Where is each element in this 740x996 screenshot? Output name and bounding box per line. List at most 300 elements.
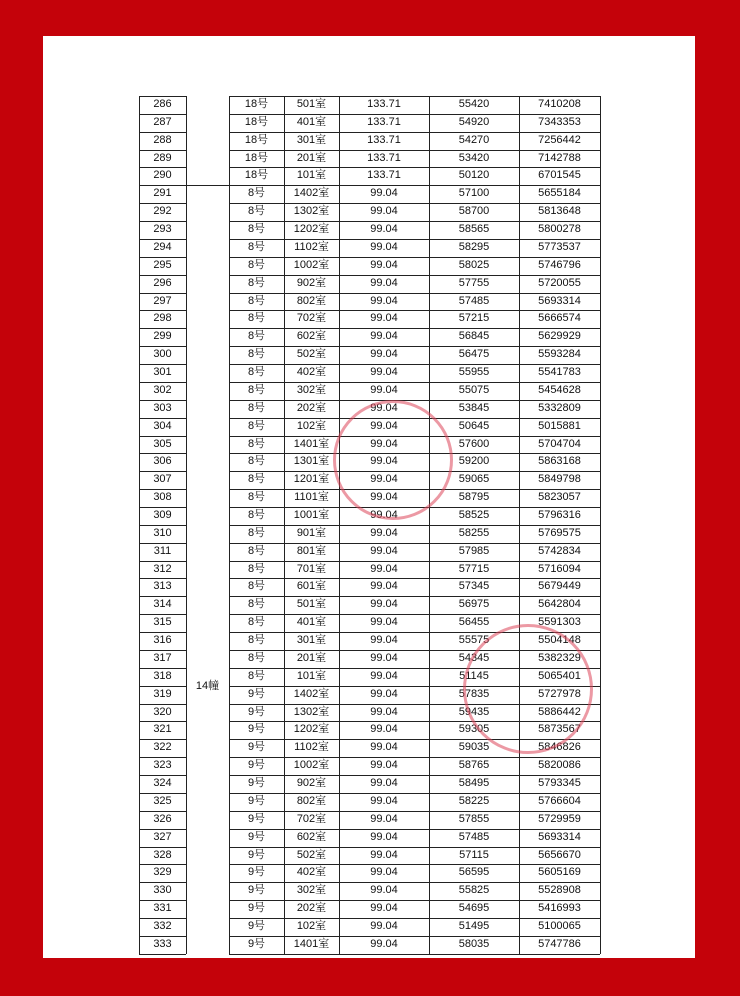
total-price: 5863168 bbox=[538, 455, 581, 468]
building-label: 14幢 bbox=[195, 679, 220, 692]
price-table bbox=[139, 96, 600, 954]
unit-price: 55075 bbox=[458, 383, 490, 396]
row-index: 296 bbox=[153, 276, 172, 289]
row-index: 293 bbox=[153, 223, 172, 236]
official-seal-stamp bbox=[333, 400, 453, 520]
unit-no: 8号 bbox=[247, 437, 266, 450]
unit-no: 8号 bbox=[247, 383, 266, 396]
grid-line bbox=[139, 775, 186, 776]
row-index: 328 bbox=[153, 848, 172, 861]
table-row bbox=[139, 829, 600, 847]
area: 99.04 bbox=[370, 812, 398, 825]
grid-line bbox=[139, 757, 186, 758]
unit-price: 57485 bbox=[458, 294, 490, 307]
row-index: 301 bbox=[153, 366, 172, 379]
unit-price: 58025 bbox=[458, 258, 490, 271]
unit-price: 57485 bbox=[458, 830, 490, 843]
unit-no: 8号 bbox=[247, 330, 266, 343]
area: 99.04 bbox=[370, 544, 398, 557]
total-price: 5820086 bbox=[538, 759, 581, 772]
row-index: 322 bbox=[153, 741, 172, 754]
area: 99.04 bbox=[370, 276, 398, 289]
row-index: 312 bbox=[153, 562, 172, 575]
total-price: 5846826 bbox=[538, 741, 581, 754]
unit-no: 9号 bbox=[247, 902, 266, 915]
unit-no: 8号 bbox=[247, 526, 266, 539]
total-price: 5800278 bbox=[538, 223, 581, 236]
table-row bbox=[139, 96, 600, 114]
room-no: 702室 bbox=[296, 812, 327, 825]
unit-price: 57985 bbox=[458, 544, 490, 557]
area: 133.71 bbox=[367, 169, 401, 182]
unit-price: 57835 bbox=[458, 687, 490, 700]
unit-price: 57855 bbox=[458, 812, 490, 825]
table-row bbox=[139, 543, 600, 561]
row-index: 323 bbox=[153, 759, 172, 772]
unit-no: 8号 bbox=[247, 312, 266, 325]
total-price: 5454628 bbox=[538, 383, 581, 396]
unit-price: 57715 bbox=[458, 562, 490, 575]
row-index: 287 bbox=[153, 115, 172, 128]
grid-line bbox=[139, 418, 186, 419]
room-no: 1302室 bbox=[293, 205, 330, 218]
unit-no: 8号 bbox=[247, 366, 266, 379]
grid-line bbox=[139, 954, 186, 955]
total-price: 5720055 bbox=[538, 276, 581, 289]
total-price: 5729959 bbox=[538, 812, 581, 825]
grid-line bbox=[139, 900, 186, 901]
table-row bbox=[139, 382, 600, 400]
area: 99.04 bbox=[370, 526, 398, 539]
row-index: 302 bbox=[153, 383, 172, 396]
grid-line bbox=[139, 114, 186, 115]
unit-price: 58795 bbox=[458, 491, 490, 504]
area: 99.04 bbox=[370, 777, 398, 790]
room-no: 601室 bbox=[296, 580, 327, 593]
unit-no: 8号 bbox=[247, 205, 266, 218]
unit-price: 58225 bbox=[458, 794, 490, 807]
table-row bbox=[139, 346, 600, 364]
row-index: 286 bbox=[153, 98, 172, 110]
room-no: 801室 bbox=[296, 544, 327, 557]
table-row bbox=[139, 150, 600, 168]
row-index: 290 bbox=[153, 169, 172, 182]
grid-line bbox=[519, 96, 520, 954]
area: 99.04 bbox=[370, 294, 398, 307]
row-index: 305 bbox=[153, 437, 172, 450]
grid-line bbox=[139, 668, 186, 669]
grid-line bbox=[139, 275, 186, 276]
room-no: 902室 bbox=[296, 777, 327, 790]
row-index: 324 bbox=[153, 777, 172, 790]
row-index: 299 bbox=[153, 330, 172, 343]
grid-line bbox=[139, 453, 186, 454]
room-no: 901室 bbox=[296, 526, 327, 539]
row-index: 320 bbox=[153, 705, 172, 718]
grid-line bbox=[139, 578, 186, 579]
unit-no: 8号 bbox=[247, 651, 266, 664]
grid-line bbox=[139, 96, 186, 97]
area: 99.04 bbox=[370, 848, 398, 861]
total-price: 5769575 bbox=[538, 526, 581, 539]
row-index: 309 bbox=[153, 509, 172, 521]
table-row bbox=[139, 364, 600, 382]
unit-price: 51495 bbox=[458, 920, 490, 933]
total-price: 5796316 bbox=[538, 509, 581, 521]
unit-no: 8号 bbox=[247, 258, 266, 271]
unit-no: 8号 bbox=[247, 562, 266, 575]
unit-no: 8号 bbox=[247, 580, 266, 593]
total-price: 5886442 bbox=[538, 705, 581, 718]
table-row bbox=[139, 757, 600, 775]
row-index: 291 bbox=[153, 187, 172, 200]
unit-price: 59305 bbox=[458, 723, 490, 736]
grid-line bbox=[139, 864, 186, 865]
area: 99.04 bbox=[370, 669, 398, 682]
unit-price: 58525 bbox=[458, 509, 490, 521]
document-page bbox=[43, 36, 695, 958]
total-price: 5742834 bbox=[538, 544, 581, 557]
grid-line bbox=[139, 346, 186, 347]
grid-line bbox=[139, 185, 186, 186]
table-row bbox=[139, 525, 600, 543]
unit-price: 59035 bbox=[458, 741, 490, 754]
room-no: 102室 bbox=[296, 920, 327, 933]
grid-line bbox=[139, 936, 186, 937]
total-price: 5693314 bbox=[538, 294, 581, 307]
area: 99.04 bbox=[370, 366, 398, 379]
grid-line bbox=[139, 704, 186, 705]
unit-no: 9号 bbox=[247, 794, 266, 807]
grid-line bbox=[139, 847, 186, 848]
room-no: 501室 bbox=[296, 598, 327, 611]
unit-price: 54345 bbox=[458, 651, 490, 664]
total-price: 5747786 bbox=[538, 937, 581, 950]
unit-no: 18号 bbox=[244, 133, 269, 146]
unit-no: 8号 bbox=[247, 509, 266, 521]
table-row bbox=[139, 864, 600, 882]
total-price: 5746796 bbox=[538, 258, 581, 271]
grid-line bbox=[229, 96, 230, 954]
unit-price: 56595 bbox=[458, 866, 490, 879]
table-row bbox=[139, 900, 600, 918]
room-no: 101室 bbox=[296, 669, 327, 682]
unit-no: 8号 bbox=[247, 187, 266, 200]
room-no: 1202室 bbox=[293, 223, 330, 236]
grid-line bbox=[139, 293, 186, 294]
area: 99.04 bbox=[370, 687, 398, 700]
unit-no: 8号 bbox=[247, 598, 266, 611]
area: 99.04 bbox=[370, 205, 398, 218]
room-no: 501室 bbox=[296, 98, 327, 110]
grid-line bbox=[139, 221, 186, 222]
grid-line bbox=[139, 310, 186, 311]
room-no: 1302室 bbox=[293, 705, 330, 718]
row-index: 314 bbox=[153, 598, 172, 611]
total-price: 5629929 bbox=[538, 330, 581, 343]
unit-price: 58295 bbox=[458, 240, 490, 253]
unit-price: 53845 bbox=[458, 401, 490, 414]
total-price: 5823057 bbox=[538, 491, 581, 504]
area: 99.04 bbox=[370, 759, 398, 772]
grid-line bbox=[139, 525, 186, 526]
table-row bbox=[139, 328, 600, 346]
row-index: 297 bbox=[153, 294, 172, 307]
area: 99.04 bbox=[370, 705, 398, 718]
room-no: 101室 bbox=[296, 169, 327, 182]
table-row bbox=[139, 793, 600, 811]
grid-line bbox=[139, 918, 186, 919]
total-price: 6701545 bbox=[538, 169, 581, 182]
unit-no: 8号 bbox=[247, 616, 266, 629]
grid-line bbox=[139, 596, 186, 597]
row-index: 333 bbox=[153, 937, 172, 950]
room-no: 1101室 bbox=[294, 491, 329, 504]
room-no: 1002室 bbox=[293, 258, 330, 271]
area: 99.04 bbox=[370, 651, 398, 664]
row-index: 329 bbox=[153, 866, 172, 879]
row-index: 321 bbox=[153, 723, 172, 736]
unit-no: 9号 bbox=[247, 884, 266, 897]
grid-line bbox=[139, 328, 186, 329]
grid-line bbox=[139, 543, 186, 544]
total-price: 5773537 bbox=[538, 240, 581, 253]
grid-line bbox=[139, 436, 186, 437]
room-no: 1102室 bbox=[294, 741, 329, 754]
area: 99.04 bbox=[370, 866, 398, 879]
total-price: 5605169 bbox=[538, 866, 581, 879]
room-no: 1001室 bbox=[293, 509, 330, 521]
row-index: 295 bbox=[153, 258, 172, 271]
table-row bbox=[139, 275, 600, 293]
area: 99.04 bbox=[370, 920, 398, 933]
grid-line bbox=[139, 150, 186, 151]
unit-price: 59065 bbox=[458, 473, 490, 486]
total-price: 5727978 bbox=[538, 687, 581, 700]
unit-no: 9号 bbox=[247, 705, 266, 718]
area: 99.04 bbox=[370, 509, 398, 521]
grid-line bbox=[186, 96, 187, 954]
room-no: 402室 bbox=[296, 366, 327, 379]
area: 99.04 bbox=[370, 223, 398, 236]
room-no: 802室 bbox=[296, 294, 327, 307]
area: 99.04 bbox=[370, 598, 398, 611]
area: 99.04 bbox=[370, 562, 398, 575]
grid-line bbox=[600, 96, 601, 954]
unit-no: 8号 bbox=[247, 294, 266, 307]
room-no: 201室 bbox=[296, 151, 327, 164]
unit-no: 8号 bbox=[247, 401, 266, 414]
area: 99.04 bbox=[370, 723, 398, 736]
room-no: 602室 bbox=[296, 330, 327, 343]
unit-no: 8号 bbox=[247, 276, 266, 289]
room-no: 302室 bbox=[296, 884, 327, 897]
area: 99.04 bbox=[370, 830, 398, 843]
grid-line bbox=[139, 632, 186, 633]
row-index: 310 bbox=[153, 526, 172, 539]
total-price: 5065401 bbox=[538, 669, 581, 682]
total-price: 5793345 bbox=[538, 777, 581, 790]
area: 99.04 bbox=[370, 187, 398, 200]
company-seal-stamp bbox=[463, 624, 593, 754]
row-index: 304 bbox=[153, 419, 172, 432]
area: 99.04 bbox=[370, 616, 398, 629]
unit-price: 56475 bbox=[458, 348, 490, 361]
unit-no: 9号 bbox=[247, 830, 266, 843]
total-price: 5766604 bbox=[538, 794, 581, 807]
area: 99.04 bbox=[370, 258, 398, 271]
unit-price: 56975 bbox=[458, 598, 490, 611]
table-row bbox=[139, 293, 600, 311]
grid-line bbox=[139, 132, 186, 133]
grid-line bbox=[139, 400, 186, 401]
table-row bbox=[139, 239, 600, 257]
area: 99.04 bbox=[370, 455, 398, 468]
unit-price: 56845 bbox=[458, 330, 490, 343]
area: 99.04 bbox=[370, 348, 398, 361]
unit-price: 57215 bbox=[458, 312, 490, 325]
room-no: 1402室 bbox=[293, 187, 330, 200]
area: 99.04 bbox=[370, 884, 398, 897]
total-price: 5716094 bbox=[538, 562, 581, 575]
unit-price: 58255 bbox=[458, 526, 490, 539]
total-price: 5504148 bbox=[538, 634, 581, 647]
grid-line bbox=[139, 882, 186, 883]
room-no: 1401室 bbox=[293, 437, 330, 450]
area: 99.04 bbox=[370, 491, 398, 504]
total-price: 5666574 bbox=[538, 312, 581, 325]
unit-no: 8号 bbox=[247, 544, 266, 557]
unit-price: 54695 bbox=[458, 902, 490, 915]
area: 133.71 bbox=[367, 133, 401, 146]
unit-price: 58765 bbox=[458, 759, 490, 772]
grid-line bbox=[139, 471, 186, 472]
total-price: 5416993 bbox=[538, 902, 581, 915]
grid-line bbox=[284, 96, 285, 954]
row-index: 315 bbox=[153, 616, 172, 629]
row-index: 316 bbox=[153, 634, 172, 647]
room-no: 301室 bbox=[296, 133, 327, 146]
grid-line bbox=[139, 721, 186, 722]
row-index: 311 bbox=[153, 544, 172, 557]
grid-line bbox=[139, 239, 186, 240]
grid-line bbox=[139, 257, 186, 258]
row-index: 294 bbox=[153, 240, 172, 253]
room-no: 401室 bbox=[296, 616, 327, 629]
grid-line bbox=[139, 614, 186, 615]
room-no: 202室 bbox=[296, 902, 327, 915]
row-index: 300 bbox=[153, 348, 172, 361]
unit-no: 18号 bbox=[244, 151, 269, 164]
area: 99.04 bbox=[370, 794, 398, 807]
grid-line bbox=[139, 489, 186, 490]
total-price: 5849798 bbox=[538, 473, 581, 486]
unit-price: 50120 bbox=[458, 169, 490, 182]
room-no: 1002室 bbox=[293, 759, 330, 772]
unit-price: 55825 bbox=[458, 884, 490, 897]
area: 99.04 bbox=[370, 419, 398, 432]
room-no: 902室 bbox=[296, 276, 327, 289]
grid-line bbox=[186, 185, 229, 186]
unit-price: 54270 bbox=[458, 133, 490, 146]
area: 99.04 bbox=[370, 240, 398, 253]
area: 133.71 bbox=[367, 151, 401, 164]
unit-no: 8号 bbox=[247, 669, 266, 682]
unit-no: 8号 bbox=[247, 419, 266, 432]
room-no: 301室 bbox=[296, 634, 327, 647]
row-index: 308 bbox=[153, 491, 172, 504]
unit-no: 9号 bbox=[247, 777, 266, 790]
row-index: 306 bbox=[153, 455, 172, 468]
area: 99.04 bbox=[370, 634, 398, 647]
room-no: 201室 bbox=[296, 651, 327, 664]
table-row bbox=[139, 561, 600, 579]
unit-price: 57600 bbox=[458, 437, 490, 450]
row-index: 332 bbox=[153, 920, 172, 933]
grid-line bbox=[139, 507, 186, 508]
unit-no: 9号 bbox=[247, 937, 266, 950]
area: 99.04 bbox=[370, 312, 398, 325]
grid-line bbox=[139, 561, 186, 562]
unit-price: 55420 bbox=[458, 98, 490, 110]
unit-no: 8号 bbox=[247, 473, 266, 486]
room-no: 602室 bbox=[296, 830, 327, 843]
room-no: 802室 bbox=[296, 794, 327, 807]
unit-no: 9号 bbox=[247, 812, 266, 825]
total-price: 5100065 bbox=[538, 920, 581, 933]
room-no: 1201室 bbox=[293, 473, 330, 486]
room-no: 702室 bbox=[296, 312, 327, 325]
room-no: 502室 bbox=[296, 848, 327, 861]
area: 99.04 bbox=[370, 902, 398, 915]
room-no: 202室 bbox=[296, 401, 327, 414]
area: 99.04 bbox=[370, 437, 398, 450]
unit-no: 18号 bbox=[244, 169, 269, 182]
table-row bbox=[139, 811, 600, 829]
unit-no: 18号 bbox=[244, 98, 269, 110]
row-index: 318 bbox=[153, 669, 172, 682]
unit-price: 57100 bbox=[458, 187, 490, 200]
area: 99.04 bbox=[370, 401, 398, 414]
room-no: 402室 bbox=[296, 866, 327, 879]
total-price: 5541783 bbox=[538, 366, 581, 379]
grid-line bbox=[139, 811, 186, 812]
unit-no: 9号 bbox=[247, 848, 266, 861]
area: 99.04 bbox=[370, 473, 398, 486]
row-index: 325 bbox=[153, 794, 172, 807]
grid-line bbox=[229, 954, 600, 955]
table-row bbox=[139, 578, 600, 596]
table-row bbox=[139, 185, 600, 203]
total-price: 7343353 bbox=[538, 115, 581, 128]
total-price: 5813648 bbox=[538, 205, 581, 218]
room-no: 1102室 bbox=[294, 240, 329, 253]
unit-price: 56455 bbox=[458, 616, 490, 629]
grid-line bbox=[429, 96, 430, 954]
room-no: 302室 bbox=[296, 383, 327, 396]
area: 99.04 bbox=[370, 741, 398, 754]
room-no: 401室 bbox=[296, 115, 327, 128]
area: 133.71 bbox=[367, 115, 401, 128]
unit-price: 57345 bbox=[458, 580, 490, 593]
table-row bbox=[139, 132, 600, 150]
total-price: 7410208 bbox=[538, 98, 581, 110]
total-price: 7142788 bbox=[538, 151, 581, 164]
total-price: 5693314 bbox=[538, 830, 581, 843]
unit-no: 8号 bbox=[247, 348, 266, 361]
table-row bbox=[139, 918, 600, 936]
unit-price: 55955 bbox=[458, 366, 490, 379]
